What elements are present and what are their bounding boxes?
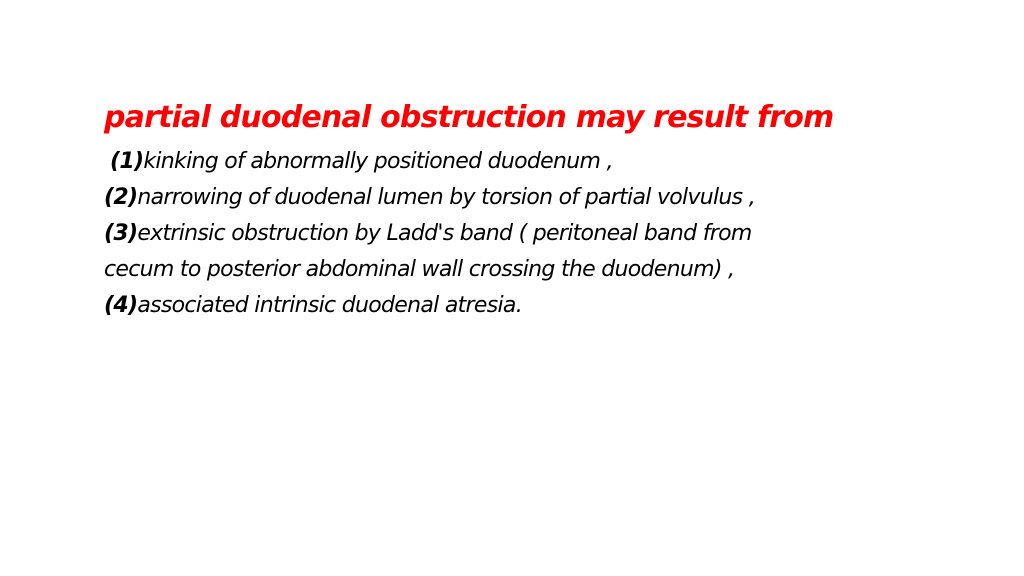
list-item-text: kinking of abnormally positioned duodenum ,: [143, 149, 613, 174]
slide-content: [104, 98, 924, 324]
list-item-2: [104, 180, 924, 216]
list-item-text: extrinsic obstruction by Ladd's band ( peritoneal band from: [137, 221, 752, 246]
list-item-text: associated intrinsic duodenal atresia.: [137, 293, 522, 318]
list-item-number: (1): [110, 149, 144, 174]
list-item-3-continued: [104, 252, 924, 288]
list-item-1: [104, 144, 924, 180]
list-item-text: cecum to posterior abdominal wall crossing the duodenum) ,: [104, 257, 735, 282]
list-item-4: [104, 288, 924, 324]
list-item-number: (4): [104, 293, 138, 318]
list-item-number: (2): [104, 185, 138, 210]
list-item-3: [104, 216, 924, 252]
list-item-text: narrowing of duodenal lumen by torsion of partial volvulus ,: [137, 185, 756, 210]
list-item-number: (3): [104, 221, 138, 246]
cause-list: [104, 144, 924, 324]
slide-title: partial duodenal obstruction may result from: [104, 100, 834, 135]
